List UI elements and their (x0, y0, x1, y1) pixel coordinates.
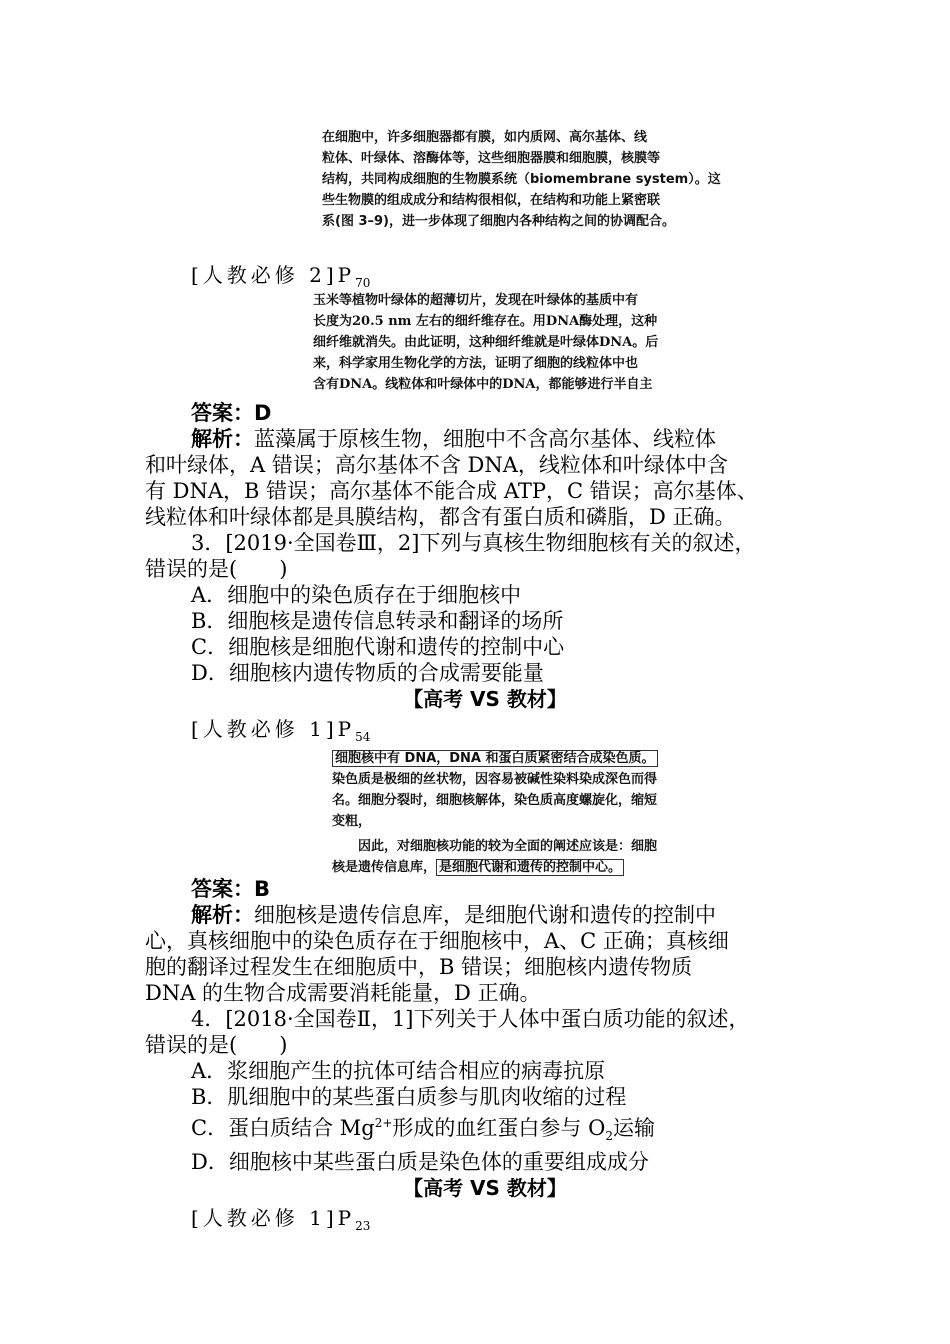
analysis-line (145, 426, 825, 452)
excerpt-line (332, 857, 672, 878)
excerpt-line: 来，科学家用生物化学的方法，证明了细胞的线粒体中也 (313, 356, 639, 371)
excerpt-highlight: 是细胞代谢和遗传的控制中心。 (436, 859, 624, 876)
question-stem: 3．[2019·全国卷Ⅲ，2]下列与真核生物细胞核有关的叙述， (191, 531, 756, 555)
analysis-line: 线粒体和叶绿体都是具膜结构，都含有蛋白质和磷脂，D 正确。 (145, 505, 736, 529)
textbook-excerpt-3 (332, 748, 672, 878)
question-stem: 4．[2018·全国卷Ⅱ，1]下列关于人体中蛋白质功能的叙述， (191, 1007, 750, 1031)
option-d: D．细胞核内遗传物质的合成需要能量 (191, 661, 544, 685)
answer-line: 答案：D (191, 401, 272, 425)
reference-page: 54 (355, 730, 371, 744)
excerpt-line: 细纤维就消失。由此证明，这种细纤维就是叶绿体DNA。后 (313, 335, 659, 350)
analysis-label: 解析： (191, 903, 254, 927)
option-text: 运输 (612, 1116, 655, 1140)
analysis-line: 和叶绿体，A 错误；高尔基体不含 DNA，线粒体和叶绿体中含 (145, 453, 728, 477)
question-stem: 错误的是( ) (145, 557, 288, 581)
excerpt-line: 玉米等植物叶绿体的超薄切片，发现在叶绿体的基质中有 (313, 293, 639, 308)
analysis-line: DNA 的生物合成需要消耗能量，D 正确。 (145, 981, 541, 1005)
textbook-excerpt-1 (322, 127, 721, 232)
textbook-reference (145, 716, 825, 750)
superscript: 2+ (374, 1116, 393, 1130)
option-c: C．细胞核是细胞代谢和遗传的控制中心 (191, 635, 565, 659)
analysis-label: 解析： (191, 427, 254, 451)
textbook-reference (145, 1205, 825, 1239)
option-text: 形成的血红蛋白参与 O (392, 1116, 606, 1140)
textbook-excerpt-2 (313, 290, 675, 395)
option-text: C．蛋白质结合 Mg (191, 1116, 375, 1140)
analysis-text: 蓝藻属于原核生物，细胞中不含高尔基体、线粒体 (254, 427, 716, 451)
analysis-text: 细胞核是遗传信息库，是细胞代谢和遗传的控制中 (254, 903, 716, 927)
excerpt-line: 变粗， (332, 814, 372, 829)
reference-page: 70 (355, 276, 371, 290)
section-heading: 【高考 VS 教材】 (403, 1176, 567, 1201)
question-stem: 错误的是( ) (145, 1033, 288, 1057)
excerpt-line: 粒体、叶绿体、溶酶体等，这些细胞器膜和细胞膜，核膜等 (322, 151, 661, 166)
reference-page: 23 (355, 1219, 371, 1234)
reference-book: [人教必修 1]P (191, 717, 356, 741)
reference-book: [人教必修 1]P (191, 1206, 356, 1231)
option-a: A．浆细胞产生的抗体可结合相应的病毒抗原 (191, 1059, 606, 1083)
analysis-line: 有 DNA，B 错误；高尔基体不能合成 ATP，C 错误；高尔基体、 (145, 479, 758, 503)
option-b: B．肌细胞中的某些蛋白质参与肌肉收缩的过程 (191, 1085, 627, 1109)
excerpt-line: 染色质是极细的丝状物，因容易被碱性染料染成深色而得 (332, 772, 658, 787)
subscript: 2 (605, 1129, 613, 1144)
excerpt-highlight: 细胞核中有 DNA，DNA 和蛋白质紧密结合成染色质。 (332, 750, 658, 767)
reference-book: [人教必修 2]P (191, 263, 356, 287)
excerpt-line: 在细胞中，许多细胞器都有膜，如内质网、高尔基体、线 (322, 130, 648, 145)
analysis-line: 胞的翻译过程发生在细胞质中，B 错误；细胞核内遗传物质 (145, 955, 693, 979)
answer-block-q3 (145, 876, 825, 1239)
answer-line: 答案：B (191, 877, 271, 901)
excerpt-line: 些生物膜的组成成分和结构很相似，在结构和功能上紧密联 (322, 193, 661, 208)
analysis-line (145, 902, 825, 928)
section-heading: 【高考 VS 教材】 (403, 687, 567, 711)
excerpt-line: 因此，对细胞核功能的较为全面的阐述应该是：细胞 (358, 839, 658, 854)
excerpt-text: 核是遗传信息库， (332, 860, 437, 875)
option-a: A．细胞中的染色质存在于细胞核中 (191, 583, 522, 607)
option-b: B．细胞核是遗传信息转录和翻译的场所 (191, 609, 564, 633)
excerpt-line: 名。细胞分裂时，细胞核解体，染色质高度螺旋化，缩短 (332, 793, 658, 808)
analysis-line: 心，真核细胞中的染色质存在于细胞核中，A、C 正确；真核细 (145, 929, 729, 953)
excerpt-line: 长度为20.5 nm 左右的细纤维存在。用DNA酶处理，这种 (313, 314, 658, 329)
excerpt-line: 结构，共同构成细胞的生物膜系统（biomembrane system）。这 (322, 172, 721, 187)
answer-block-q2 (145, 400, 825, 750)
option-c (145, 1110, 825, 1149)
excerpt-line: 系(图 3–9)，进一步体现了细胞内各种结构之间的协调配合。 (322, 214, 675, 229)
excerpt-line (332, 748, 672, 769)
excerpt-line: 含有DNA。线粒体和叶绿体中的DNA，都能够进行半自主 (313, 377, 653, 392)
option-d: D．细胞核中某些蛋白质是染色体的重要组成成分 (191, 1150, 649, 1175)
